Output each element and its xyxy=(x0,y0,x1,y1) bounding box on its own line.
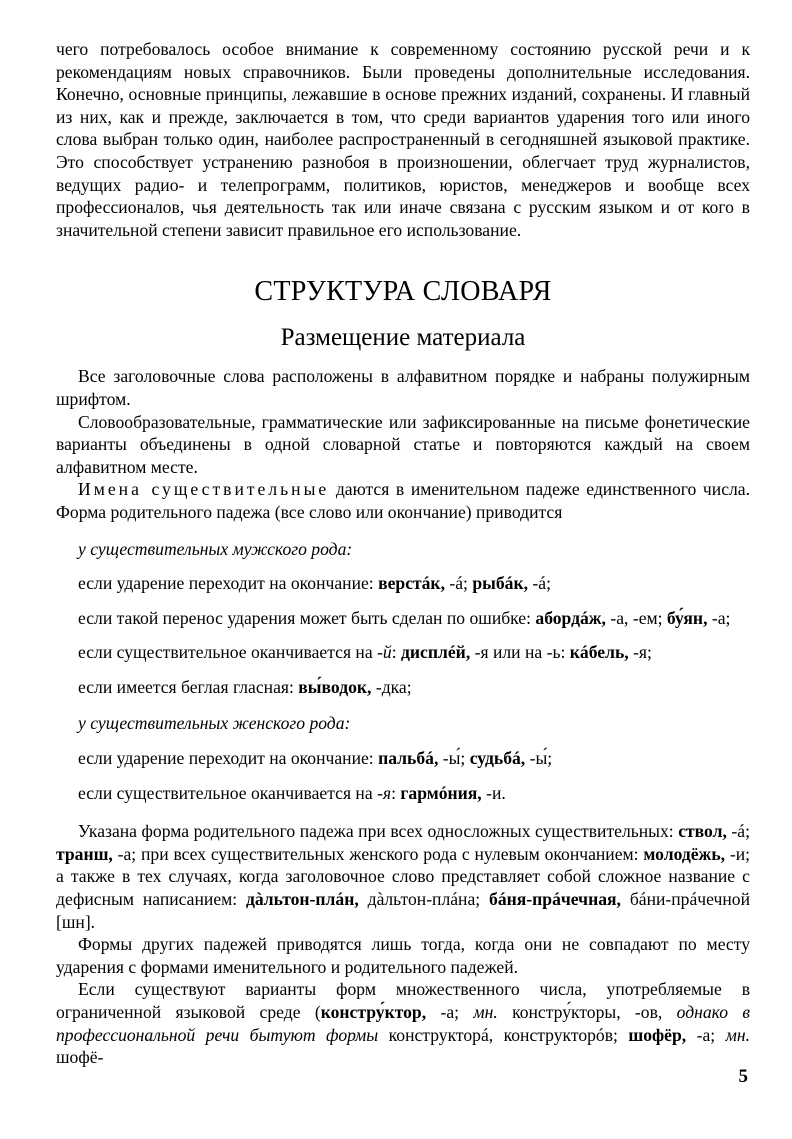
masc-example-3: если существительное оканчивается на -й: дисплéй, -я или на -ь: кáбель, -я; xyxy=(78,642,652,663)
fem-example-2: если существительное оканчивается на -я: гармóния, -и. xyxy=(78,782,506,803)
masc-example-2: если такой перенос ударения может быть сделан по ошибке: абордáж, -а, -ем; бу́ян, -а; xyxy=(78,607,731,628)
masc-example-1: если ударение переходит на окончание: верстáк, -á; рыбáк, -á; xyxy=(78,573,551,594)
page-body xyxy=(56,38,750,1069)
spaced-term: Имена существительные xyxy=(78,479,330,500)
paragraph-variants: Словообразовательные, грамматические или зафиксированные на письме фонетические варианты объединены в одной словарной статье и повторяются каждый на своем алфавитном месте. xyxy=(56,411,750,477)
paragraph-nouns: Имена существительные даются в именительном падеже единственного числа. Форма родительного падежа (все слово или окончание) приводится xyxy=(56,479,750,522)
section-heading: СТРУКТУРА СЛОВАРЯ xyxy=(254,276,552,308)
paragraph-genitive: Указана форма родительного падежа при всех односложных существительных: ствол, -á; транш, -а; при всех существительных женского рода с нулевым окончанием: молодёжь, -и; а также в тех случаях, когда заголовочное слово представляет собой сложное название с дефисным написанием: дàльтон-плáн, дàльтон-плáна; бáня-прáчечная, бáни-прáчечной [шн]. xyxy=(56,821,751,932)
fem-example-1: если ударение переходит на окончание: пальбá, -ы́; судьбá, -ы́; xyxy=(78,748,553,769)
intro-paragraph: чего потребовалось особое внимание к современному состоянию русской речи и к рекомендациям новых справочников. Были проведены дополнительные исследования. Конечно, основные принципы, лежавшие в основе прежних изданий, сохранены. И главный из них, как и прежде, заключается в том, что среди вариантов ударения того или иного слова выбран только один, наиболее распространенный в сегодняшней языковой практике. Это способствует устранению разнобоя в произношении, облегчает труд журналистов, ведущих радио- и телепрограмм, политиков, юристов, менеджеров и вообще всех профессионалов, чья деятельность так или иначе связана с русским языком и от кого в значительной степени зависит правильное его использование. xyxy=(56,39,750,240)
page-number: 5 xyxy=(738,1066,748,1087)
paragraph-order: Все заголовочные слова расположены в алфавитном порядке и набраны полужирным шрифтом. xyxy=(56,366,750,409)
masc-subheading: у существительных мужского рода: xyxy=(78,538,353,559)
paragraph-plural: Если существуют варианты форм множественного числа, употребляемые в ограниченной языковой среде (констру́ктор, -а; мн. констру́кторы, -ов, однако в профессиональной речи бытуют формы конструкторá, конструкторóв; шофёр, -а; мн. шофё- xyxy=(56,979,751,1068)
subsection-heading: Размещение материала xyxy=(280,324,526,352)
paragraph-other-cases: Формы других падежей приводятся лишь тогда, когда они не совпадают по месту ударения с формами именительного и родительного падежей. xyxy=(56,934,750,977)
fem-subheading: у существительных женского рода: xyxy=(78,713,351,734)
masc-example-4: если имеется беглая гласная: вы́водок, -дка; xyxy=(78,676,412,697)
